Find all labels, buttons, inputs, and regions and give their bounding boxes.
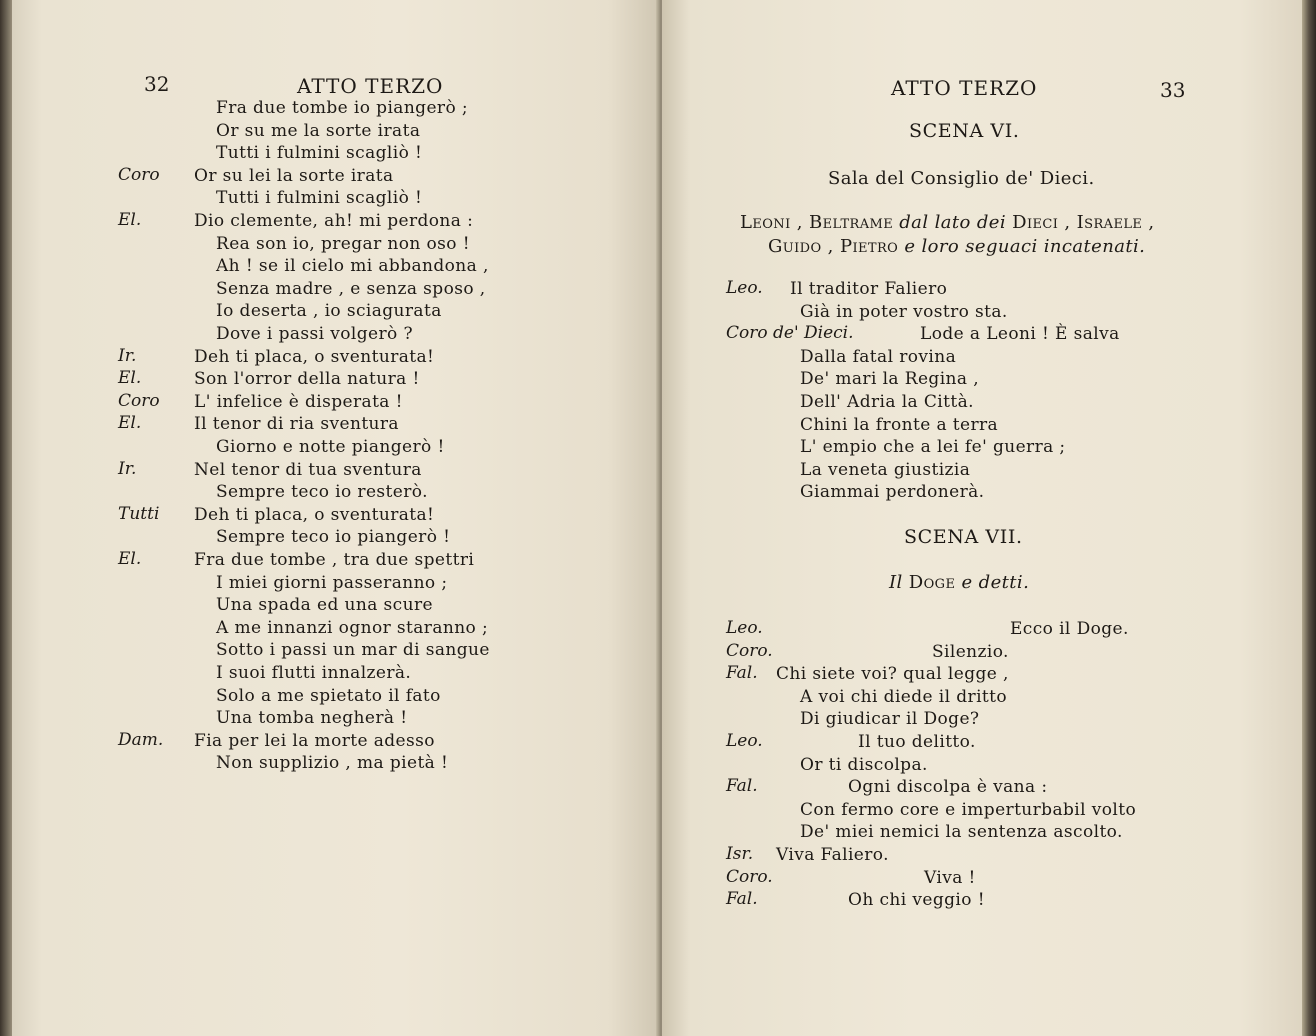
verse-text: Giammai perdonerà.	[800, 482, 985, 502]
verse-text: Una tomba negherà !	[216, 708, 408, 728]
speaker-label: Coro de' Dieci.	[726, 323, 854, 343]
verse-text: Il tenor di ria sventura	[194, 414, 399, 434]
verse-text: Di giudicar il Doge?	[800, 709, 980, 729]
verse-text: Ah ! se il cielo mi abbandona ,	[216, 256, 489, 276]
speaker-label: Fal.	[726, 889, 758, 909]
scene-heading: SCENA VI.	[909, 120, 1020, 142]
verse-text: De' miei nemici la sentenza ascolto.	[800, 822, 1123, 842]
speaker-label: Leo.	[726, 278, 763, 298]
verse-text: Dio clemente, ah! mi perdona :	[194, 211, 474, 231]
scene-setting	[889, 572, 1029, 594]
running-head: ATTO TERZO	[297, 74, 444, 98]
verse-text: De' mari la Regina ,	[800, 369, 980, 389]
verse-text: Oh chi veggio !	[848, 890, 985, 910]
verse-text: Solo a me spietato il fato	[216, 686, 441, 706]
cast-list-line	[768, 236, 1145, 258]
verse-text: A me innanzi ognor staranno ;	[216, 618, 489, 638]
verse-text: Dell' Adria la Città.	[800, 392, 974, 412]
cast-sep: ,	[790, 212, 809, 233]
speaker-label: Coro.	[726, 867, 773, 887]
speaker-label: Fal.	[726, 776, 758, 796]
speaker-label: El.	[118, 368, 142, 388]
verse-text: Tutti i fulmini scagliò !	[216, 143, 423, 163]
verse-text: Or su lei la sorte irata	[194, 166, 394, 186]
setting-word: Il	[889, 572, 903, 593]
verse-text: Son l'orror della natura !	[194, 369, 420, 389]
speaker-label: Coro	[118, 165, 160, 185]
verse-text: Dalla fatal rovina	[800, 347, 957, 367]
setting-word: e detti.	[961, 572, 1030, 593]
speaker-label: Isr.	[726, 844, 754, 864]
speaker-label: Leo.	[726, 731, 763, 751]
verse-text: Giorno e notte piangerò !	[216, 437, 445, 457]
verse-text: Viva Faliero.	[776, 845, 889, 865]
running-head: ATTO TERZO	[891, 76, 1038, 100]
speaker-label: El.	[118, 413, 142, 433]
verse-text: Sotto i passi un mar di sangue	[216, 640, 490, 660]
verse-text: I miei giorni passeranno ;	[216, 573, 448, 593]
cast-sep: ,	[1142, 212, 1155, 233]
setting-name: Doge	[908, 572, 956, 593]
speaker-label: Coro	[118, 391, 160, 411]
verse-text: L' empio che a lei fe' guerra ;	[800, 437, 1066, 457]
cast-name: Israele	[1076, 212, 1143, 233]
verse-text: Lode a Leoni ! È salva	[920, 324, 1120, 344]
cast-sep: ,	[1058, 212, 1077, 233]
cast-sep: ,	[821, 236, 840, 257]
page-number: 33	[1160, 78, 1186, 102]
verse-text: L' infelice è disperata !	[194, 392, 403, 412]
verse-text: Ecco il Doge.	[1010, 619, 1129, 639]
verse-text: Dove i passi volgerò ?	[216, 324, 413, 344]
page-number: 32	[144, 72, 170, 96]
verse-text: Chi siete voi? qual legge ,	[776, 664, 1009, 684]
verse-text: Deh ti placa, o sventurata!	[194, 347, 435, 367]
verse-text: Senza madre , e senza sposo ,	[216, 279, 486, 299]
verse-text: Io deserta , io sciagurata	[216, 301, 442, 321]
cast-name: Pietro	[839, 236, 899, 257]
verse-text: Sempre teco io resterò.	[216, 482, 428, 502]
verse-text: Fia per lei la morte adesso	[194, 731, 435, 751]
verse-text: I suoi flutti innalzerà.	[216, 663, 412, 683]
scene-setting: Sala del Consiglio de' Dieci.	[828, 168, 1095, 189]
speaker-label: El.	[118, 210, 142, 230]
cast-name: Dieci	[1012, 212, 1059, 233]
verse-text: Tutti i fulmini scagliò !	[216, 188, 423, 208]
verse-text: La veneta giustizia	[800, 460, 971, 480]
verse-text: Con fermo core e imperturbabil volto	[800, 800, 1137, 820]
verse-text: Nel tenor di tua sventura	[194, 460, 422, 480]
right-page	[662, 0, 1304, 1036]
speaker-label: Coro.	[726, 641, 773, 661]
verse-text: Sempre teco io piangerò !	[216, 527, 451, 547]
speaker-label: Leo.	[726, 618, 763, 638]
cast-list-line	[740, 212, 1155, 234]
cast-note: dal lato dei	[893, 212, 1013, 233]
cast-note: e loro seguaci incatenati.	[898, 236, 1146, 257]
verse-text: Fra due tombe , tra due spettri	[194, 550, 475, 570]
speaker-label: Ir.	[118, 346, 137, 366]
verse-text: Fra due tombe io piangerò ;	[216, 98, 469, 118]
verse-text: Il tuo delitto.	[858, 732, 976, 752]
book-edge-right	[1302, 0, 1316, 1036]
verse-text: Già in poter vostro sta.	[800, 302, 1008, 322]
verse-text: Viva !	[924, 868, 976, 888]
scene-heading: SCENA VII.	[904, 526, 1023, 548]
verse-text: Una spada ed una scure	[216, 595, 433, 615]
speaker-label: El.	[118, 549, 142, 569]
verse-text: Or su me la sorte irata	[216, 121, 421, 141]
left-page	[12, 0, 660, 1036]
cast-name: Beltrame	[809, 212, 894, 233]
verse-text: Or ti discolpa.	[800, 755, 928, 775]
verse-text: Chini la fronte a terra	[800, 415, 999, 435]
speaker-label: Fal.	[726, 663, 758, 683]
speaker-label: Ir.	[118, 459, 137, 479]
cast-name: Leoni	[740, 212, 791, 233]
cast-name: Guido	[768, 236, 822, 257]
verse-text: Ogni discolpa è vana :	[848, 777, 1048, 797]
verse-text: Deh ti placa, o sventurata!	[194, 505, 435, 525]
verse-text: Il traditor Faliero	[790, 279, 948, 299]
speaker-label: Dam.	[118, 730, 164, 750]
speaker-label: Tutti	[118, 504, 160, 524]
verse-text: Silenzio.	[932, 642, 1009, 662]
verse-text: Rea son io, pregar non oso !	[216, 234, 470, 254]
verse-text: Non supplizio , ma pietà !	[216, 753, 449, 773]
verse-text: A voi chi diede il dritto	[800, 687, 1008, 707]
